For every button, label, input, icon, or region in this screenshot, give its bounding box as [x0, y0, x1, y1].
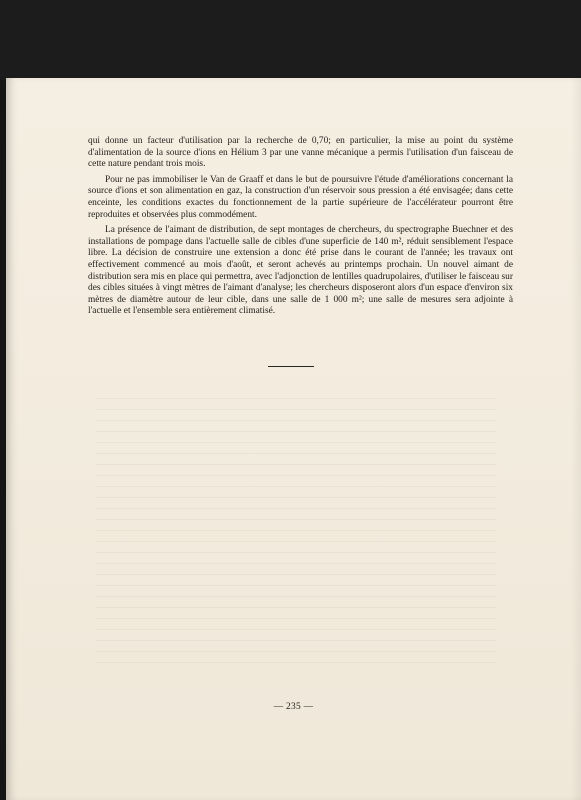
paragraph-1: qui donne un facteur d'utilisation par la recherche de 0,70; en particulier, la mise au point du système d'alimentation de la source d'ions en Hélium 3 par une vanne mécanique a permis l'utilisation d'un faisceau de cette nature pendant trois mois. — [88, 136, 513, 170]
page-number: — 235 — — [273, 702, 314, 712]
page-edge-shade — [571, 78, 581, 800]
paragraph-3: La présence de l'aimant de distribution, de sept montages de chercheurs, du spectrographe Buechner et des installations de pompage dans l'actuelle salle de cibles d'une superficie de 140 m², réduit sensiblement l'espace libre. La décision de construire une extension a donc été prise dans le courant de l'année; les travaux ont effectivement commencé au mois d'août, et seront achevés au printemps prochain. Un nouvel aimant de distribution sera mis en place qui permettra, avec l'adjonction de lentilles quadrupolaires, d'utiliser le faisceau sur des cibles situées à vingt mètres de l'aimant d'analyse; les chercheurs disposeront alors d'un espace d'environ six mètres de diamètre autour de leur cible, dans une salle de 1 000 m²; une salle de mesures sera adjointe à l'actuelle et l'ensemble sera entièrement climatisé. — [88, 225, 513, 317]
body-text — [88, 136, 513, 322]
paragraph-2: Pour ne pas immobiliser le Van de Graaff et dans le but de poursuivre l'étude d'améliorations concernant la source d'ions et son alimentation en gaz, la construction d'un réservoir sous pression a été envisagée; dans cette enceinte, les conditions exactes du fonctionnement de la partie supérieure de l'accélérateur pourront être reproduites et observées plus commodément. — [88, 174, 513, 220]
scanner-background-top — [0, 0, 581, 80]
section-divider — [268, 366, 314, 367]
document-page — [6, 78, 581, 800]
show-through-text — [96, 398, 496, 668]
